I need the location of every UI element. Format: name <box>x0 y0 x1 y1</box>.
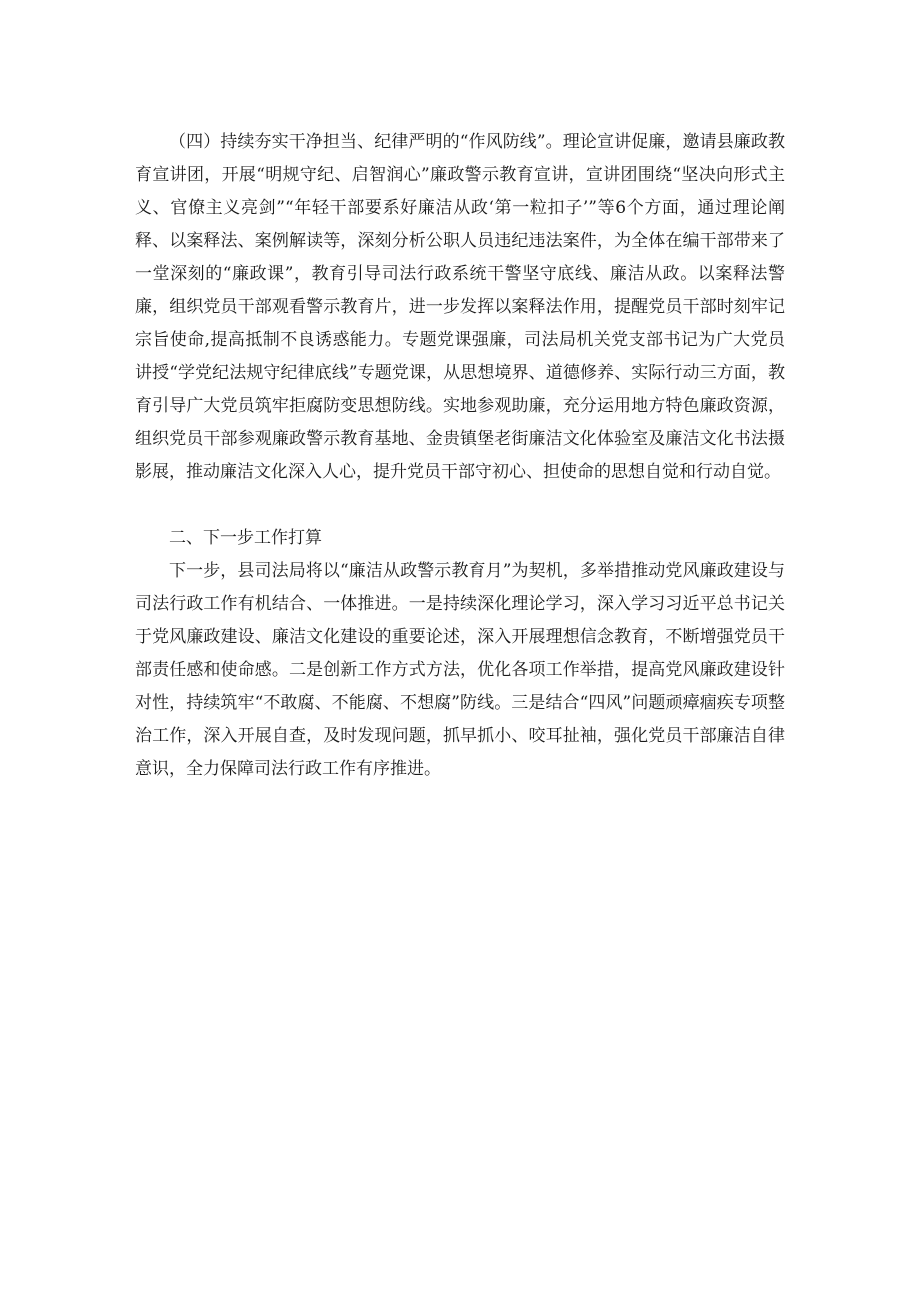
body-paragraph-work-style: （四）持续夯实干净担当、纪律严明的“作风防线”。理论宣讲促廉，邀请县廉政教育宣讲团，开展“明规守纪、启智润心”廉政警示教育宣讲，宣讲团围绕“坚决向形式主义、官僚主义亮剑”“年轻干部要系好廉洁从政‘第一粒扣子’”等6个方面，通过理论阐释、以案释法、案例解读等，深刻分析公职人员违纪违法案件，为全体在编干部带来了一堂深刻的“廉政课”，教育引导司法行政系统干警坚守底线、廉洁从政。以案释法警廉，组织党员干部观看警示教育片，进一步发挥以案释法作用，提醒党员干部时刻牢记宗旨使命,提高抵制不良诱惑能力。专题党课强廉，司法局机关党支部书记为广大党员讲授“学党纪法规守纪律底线”专题党课，从思想境界、道德修养、实际行动三方面，教育引导广大党员筑牢拒腐防变思想防线。实地参观助廉，充分运用地方特色廉政资源，组织党员干部参观廉政警示教育基地、金贵镇堡老街廉洁文化体验室及廉洁文化书法摄影展，推动廉洁文化深入人心，提升党员干部守初心、担使命的思想自觉和行动自觉。 <box>135 132 785 482</box>
body-paragraph-next-steps: 下一步，县司法局将以“廉洁从政警示教育月”为契机，多举措推动党风廉政建设与司法行政工作有机结合、一体推进。一是持续深化理论学习，深入学习习近平总书记关于党风廉政建设、廉洁文化建设的重要论述，深入开展理想信念教育，不断增强党员干部责任感和使命感。二是创新工作方式方法，优化各项工作举措，提高党风廉政建设针对性，持续筑牢“不敢腐、不能腐、不想腐”防线。三是结合“四风”问题顽瘴痼疾专项整治工作，深入开展自查，及时发现问题，抓早抓小、咬耳扯袖，强化党员干部廉洁自律意识，全力保障司法行政工作有序推进。 <box>135 561 785 779</box>
section-heading-next-steps: 二、下一步工作打算 <box>169 528 322 548</box>
